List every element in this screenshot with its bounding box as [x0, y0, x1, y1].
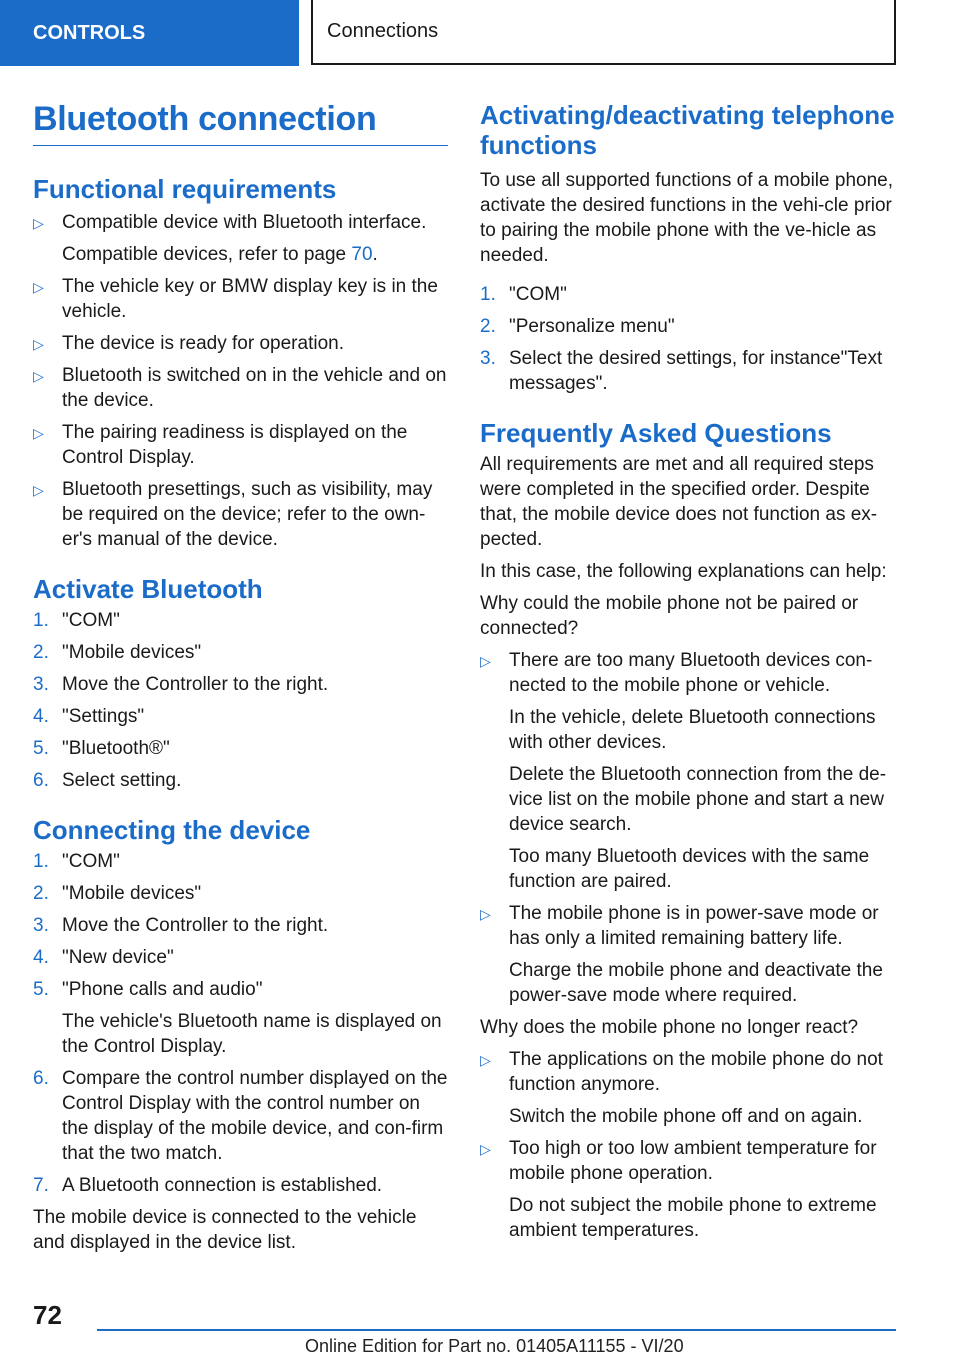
step-item: 3. Move the Controller to the right.	[33, 674, 329, 695]
step-number: 5.	[33, 738, 49, 759]
connecting-device-heading: Connecting the device	[33, 815, 311, 845]
step-item: 6. Select setting.	[33, 770, 182, 791]
step-item: 5. "Bluetooth®"	[33, 738, 170, 759]
step-number: 1.	[33, 851, 49, 872]
chapter-tab[interactable]	[311, 0, 896, 65]
step-number: 2.	[33, 642, 49, 663]
list-item-sub: Compatible devices, refer to page 70.	[62, 244, 378, 265]
faq-intro-text: All requirements are met and all required steps were completed in the specified order. Despite that, the mobile device does not function as ex-pected.	[480, 454, 878, 550]
step-number: 3.	[480, 348, 496, 369]
faq-help-text: In this case, the following explanations can help:	[480, 561, 887, 582]
list-item: ▷ Compatible device with Bluetooth interface. Compatible devices, refer to page 70.	[33, 210, 448, 267]
connecting-device-steps	[33, 849, 448, 1198]
step-item: 6. Compare the control number displayed on the Control Display with the control number on the display of the mobile device, and con-firm that the two match.	[33, 1068, 448, 1164]
step-item: 5. "Phone calls and audio" The vehicle's Bluetooth name is displayed on the Control Display.	[33, 977, 448, 1059]
step-number: 4.	[33, 947, 49, 968]
step-number: 2.	[480, 316, 496, 337]
left-column	[33, 100, 448, 1255]
activating-functions-heading: Activating/deactivating telephone functions	[480, 100, 895, 160]
section-tab[interactable]	[0, 0, 299, 66]
step-number: 6.	[33, 770, 49, 791]
list-item: ▷ Bluetooth is switched on in the vehicle and on the device.	[33, 365, 447, 411]
triangle-bullet-icon: ▷	[480, 653, 491, 669]
list-item-sub: Delete the Bluetooth connection from the de-vice list on the mobile phone and start a new device search.	[509, 764, 887, 835]
step-number: 1.	[33, 610, 49, 631]
list-item: ▷ The applications on the mobile phone do not function anymore. Switch the mobile phone off and on again.	[480, 1047, 900, 1129]
step-number: 7.	[33, 1175, 49, 1196]
step-number: 3.	[33, 915, 49, 936]
list-item: ▷ The vehicle key or BMW display key is in the vehicle.	[33, 276, 438, 322]
functional-requirements-heading: Functional requirements	[33, 174, 337, 204]
step-item: 2. "Personalize menu"	[480, 316, 675, 337]
list-item-sub: Charge the mobile phone and deactivate the power-save mode where required.	[509, 960, 883, 1006]
list-item: ▷ The pairing readiness is displayed on the Control Display.	[33, 422, 408, 468]
step-item: 3. Move the Controller to the right.	[33, 915, 329, 936]
page-reference-link[interactable]: 70	[351, 244, 373, 265]
step-item: 1. "COM"	[33, 851, 120, 872]
activate-bluetooth-heading: Activate Bluetooth	[33, 574, 263, 604]
activate-bluetooth-steps	[33, 608, 448, 793]
chapter-tab-label: Connections	[327, 20, 439, 42]
step-item: 7. A Bluetooth connection is established.	[33, 1175, 383, 1196]
triangle-bullet-icon: ▷	[33, 336, 44, 352]
list-item-sub: Switch the mobile phone off and on again.	[509, 1106, 863, 1127]
step-number: 1.	[480, 284, 496, 305]
triangle-bullet-icon: ▷	[33, 368, 44, 384]
faq-question: Why does the mobile phone no longer react?	[480, 1017, 859, 1038]
triangle-bullet-icon: ▷	[480, 906, 491, 922]
functional-requirements-list	[33, 210, 448, 552]
faq-question: Why could the mobile phone not be paired or connected?	[480, 593, 859, 639]
triangle-bullet-icon: ▷	[33, 425, 44, 441]
list-item-sub: In the vehicle, delete Bluetooth connections with other devices.	[509, 707, 876, 753]
step-number: 3.	[33, 674, 49, 695]
triangle-bullet-icon: ▷	[33, 215, 44, 231]
list-item: ▷ Bluetooth presettings, such as visibility, may be required on the device; refer to the own-er's manual of the device.	[33, 479, 433, 550]
step-number: 4.	[33, 706, 49, 727]
triangle-bullet-icon: ▷	[480, 1052, 491, 1068]
step-item: 3. Select the desired settings, for instance"Text messages".	[480, 348, 883, 394]
faq-answer-list	[480, 1047, 900, 1243]
triangle-bullet-icon: ▷	[33, 279, 44, 295]
list-item: ▷ There are too many Bluetooth devices con-nected to the mobile phone or vehicle. In the vehicle, delete Bluetooth connections with other devices. Delete the Bluetooth connection from the de-vice list on the mobile phone and start a new device search. Too many Bluetooth devices with the same function are paired.	[480, 648, 900, 894]
activating-intro-text: To use all supported functions of a mobile phone, activate the desired functions in the vehi-cle prior to pairing the mobile phone with the ve-hicle as needed.	[480, 170, 893, 266]
triangle-bullet-icon: ▷	[480, 1141, 491, 1157]
list-item: ▷ The device is ready for operation.	[33, 331, 448, 356]
footer-divider	[97, 1329, 896, 1331]
connecting-closing-text: The mobile device is connected to the vehicle and displayed in the device list.	[33, 1207, 417, 1253]
page-number: 72	[33, 1300, 62, 1330]
page-title: Bluetooth connection	[33, 100, 448, 146]
faq-heading: Frequently Asked Questions	[480, 418, 832, 448]
step-item: 1. "COM"	[480, 284, 567, 305]
footer-edition: Online Edition for Part no. 01405A11155 - VI/20	[305, 1336, 684, 1356]
step-number: 5.	[33, 979, 49, 1000]
section-tab-label: CONTROLS	[33, 21, 146, 44]
step-item: 4. "Settings"	[33, 706, 145, 727]
step-item-sub: The vehicle's Bluetooth name is displayed on the Control Display.	[62, 1011, 442, 1057]
faq-answer-list	[480, 648, 900, 1008]
step-number: 2.	[33, 883, 49, 904]
list-item: ▷ The mobile phone is in power-save mode or has only a limited remaining battery life. Charge the mobile phone and deactivate the power-save mode where required.	[480, 901, 900, 1008]
list-item-sub: Too many Bluetooth devices with the same function are paired.	[509, 846, 870, 892]
list-item-sub: Do not subject the mobile phone to extreme ambient temperatures.	[509, 1195, 877, 1241]
triangle-bullet-icon: ▷	[33, 482, 44, 498]
step-item: 1. "COM"	[33, 610, 120, 631]
step-item: 4. "New device"	[33, 947, 174, 968]
step-number: 6.	[33, 1068, 49, 1089]
step-item: 2. "Mobile devices"	[33, 642, 202, 663]
list-item: ▷ Too high or too low ambient temperature for mobile phone operation. Do not subject the mobile phone to extreme ambient temperatures.	[480, 1136, 900, 1243]
step-item: 2. "Mobile devices"	[33, 883, 202, 904]
activating-steps	[480, 282, 900, 396]
right-column	[480, 100, 900, 1243]
